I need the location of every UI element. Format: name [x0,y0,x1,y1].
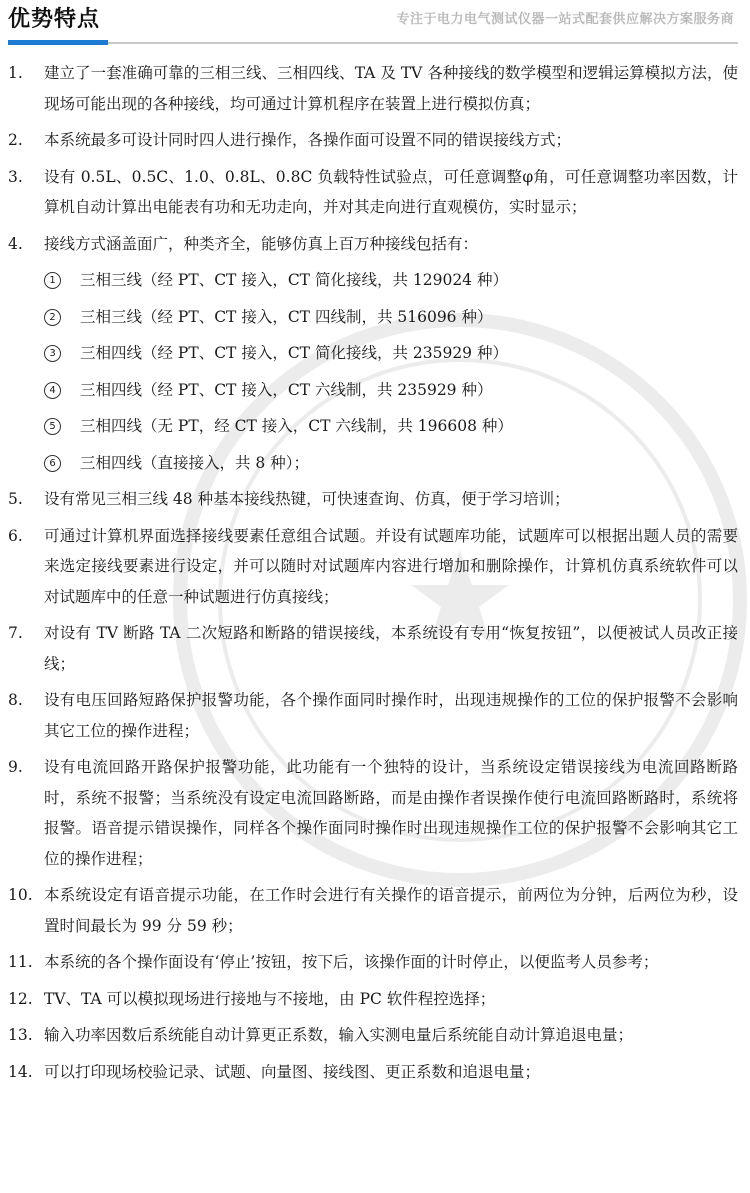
item-text: 建立了一套准确可靠的三相三线、三相四线、TA 及 TV 各种接线的数学模型和逻辑运算模拟方法，使现场可能出现的各种接线，均可通过计算机程序在装置上进行模拟仿真； [44,64,738,113]
circled-number: 3 [44,345,61,362]
sub-item-text: 三相三线（经 PT、CT 接入，CT 简化接线，共 129024 种） [80,271,508,289]
list-item [0,752,750,874]
list-item [0,685,750,746]
sub-item-text: 三相三线（经 PT、CT 接入，CT 四线制，共 516096 种） [80,307,493,326]
item-text: 设有电压回路短路保护报警功能，各个操作面同时操作时，出现违规操作的工位的保护报警不会影响其它工位的操作进程； [44,691,738,740]
page-header [0,0,750,50]
item-number: 12. [8,989,33,1008]
item-text: 设有 0.5L、0.5C、1.0、0.8L、0.8C 负载特性试验点，可任意调整φ角，可任意调整功率因数，计算机自动计算出电能表有功和无功走向，并对其走向进行直观模仿，实时显示； [44,167,738,216]
item-number: 11. [8,953,33,971]
item-text: 对设有 TV 断路 TA 二次短路和断路的错误接线，本系统设有专用“恢复按钮”，以便被试人员改正接线； [44,624,738,673]
list-item [0,947,750,978]
item-number: 9. [8,758,23,776]
item-text: 本系统最多可设计同时四人进行操作，各操作面可设置不同的错误接线方式； [44,131,572,149]
item-number: 13. [8,1026,33,1044]
list-item [0,125,750,156]
list-item [0,521,750,613]
item-number: 6. [8,526,23,545]
item-number: 8. [8,691,23,709]
item-text: TV、TA 可以模拟现场进行接地与不接地，由 PC 软件程控选择； [44,989,496,1008]
sub-list-item [0,265,750,296]
list-item [0,1020,750,1051]
item-text: 可以打印现场校验记录、试题、向量图、接线图、更正系数和追退电量； [44,1062,541,1081]
item-number: 4. [8,234,23,253]
circled-number: 2 [44,309,61,326]
circled-number: 6 [44,455,61,472]
header-divider [108,42,738,44]
company-tagline: 专注于电力电气测试仪器一站式配套供应解决方案服务商 [396,12,734,27]
wiring-type-list [0,265,750,478]
section-title: 优势特点 [8,7,101,32]
list-item [0,229,750,260]
item-text: 接线方式涵盖面广，种类齐全，能够仿真上百万种接线包括有： [44,234,479,253]
item-text: 本系统设定有语音提示功能，在工作时会进行有关操作的语音提示，前两位为分钟，后两位为秒，设置时间最长为 99 分 59 秒； [44,886,738,935]
sub-list-item [0,302,750,333]
list-item [0,984,750,1015]
list-item [0,58,750,119]
sub-list-item [0,338,750,369]
circled-number: 4 [44,382,61,399]
item-text: 输入功率因数后系统能自动计算更正系数，输入实测电量后系统能自动计算追退电量； [44,1026,634,1044]
item-number: 7. [8,624,23,642]
item-number: 2. [8,131,23,149]
item-number: 5. [8,490,23,508]
sub-item-text: 三相四线（经 PT、CT 接入，CT 六线制，共 235929 种） [80,380,493,399]
sub-item-text: 三相四线（直接接入，共 8 种）； [80,453,309,472]
list-item [0,618,750,679]
list-item [0,1057,750,1088]
circled-number: 5 [44,418,61,435]
sub-item-text: 三相四线（无 PT，经 CT 接入，CT 六线制，共 196608 种） [80,417,513,435]
sub-item-text: 三相四线（经 PT、CT 接入，CT 简化接线，共 235929 种） [80,344,508,362]
item-text: 设有常见三相三线 48 种基本接线热键，可快速查询、仿真，便于学习培训； [44,490,570,508]
item-number: 3. [8,167,23,186]
circled-number: 1 [44,272,61,289]
item-text: 可通过计算机界面选择接线要素任意组合试题。并设有试题库功能，试题库可以根据出题人员的需要来选定接线要素进行设定，并可以随时对试题库内容进行增加和删除操作，计算机仿真系统软件可以对试题库中的任意一种试题进行仿真接线； [44,526,738,606]
title-underline-accent [8,40,108,45]
item-text: 本系统的各个操作面设有‘停止’按钮，按下后，该操作面的计时停止，以便监考人员参考； [44,953,659,971]
list-item [0,880,750,941]
feature-list [0,58,750,1093]
list-item [0,484,750,515]
item-number: 14. [8,1062,33,1081]
list-item [0,162,750,223]
item-text: 设有电流回路开路保护报警功能，此功能有一个独特的设计，当系统设定错误接线为电流回路断路时，系统不报警；当系统没有设定电流回路断路，而是由操作者误操作使行电流回路断路时，系统将报警。语音提示错误操作，同样各个操作面同时操作时出现违规操作工位的保护报警不会影响其它工位的操作进程； [44,758,738,868]
item-number: 10. [8,886,33,904]
item-number: 1. [8,64,23,82]
sub-list-item [0,411,750,442]
sub-list-item [0,375,750,406]
sub-list-item [0,448,750,479]
